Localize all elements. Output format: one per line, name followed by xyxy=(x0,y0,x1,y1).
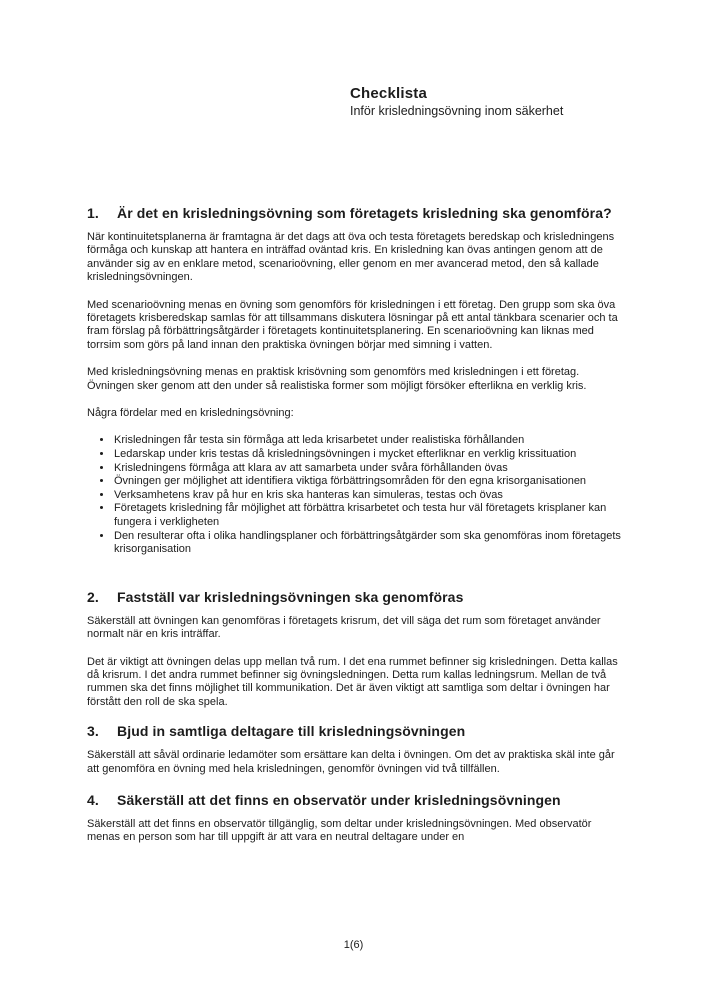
list-item: • Företagets krisledning får möjlighet att förbättra krisarbetet och testa hur väl företagets krisplaner kan fungera i verkligheten xyxy=(113,502,623,529)
paragraph: Med krisledningsövning menas en praktisk krisövning som genomförs med krisledningen i ett företag. Övningen sker genom att den under så realistiska former som möjligt försöker efterlikna en verklig kris. xyxy=(87,366,587,392)
document-body xyxy=(87,205,623,859)
paragraph: Det är viktigt att övningen delas upp mellan två rum. I det ena rummet befinner sig krisledningen. Detta kallas då krisrum. I det andra rummet befinner sig övningsledningen. Detta rum kallas ledningsrum. Mellan de två rummen ska det finns möjlighet till kommunikation. Det är även viktigt att samtliga som deltar i övningen har förstått den roll de ska spela. xyxy=(87,655,618,708)
paragraph: Säkerställ att det finns en observatör tillgänglig, som deltar under krisledningsövningen. Med observatör menas en person som har till uppgift är att vara en neutral deltagare under en xyxy=(87,818,592,844)
section-number: 2. xyxy=(87,588,99,605)
list-item: • Övningen ger möjlighet att identifiera viktiga förbättringsområden för den egna krisorganisationen xyxy=(113,475,623,489)
section-number: 1. xyxy=(87,205,99,221)
document-title: Checklista xyxy=(350,85,428,102)
advantages-list xyxy=(87,434,623,556)
section-number: 3. xyxy=(87,723,99,740)
section-number: 4. xyxy=(87,792,99,809)
section-3-heading xyxy=(87,723,623,740)
section-title: Bjud in samtliga deltagare till krisledningsövningen xyxy=(117,723,466,740)
list-item: • Krisledningens förmåga att klara av att samarbeta under svåra förhållanden övas xyxy=(113,462,623,476)
list-item: • Ledarskap under kris testas då krisledningsövningen i mycket efterliknar en verklig krissituation xyxy=(113,448,623,462)
section-2-heading xyxy=(87,589,623,606)
section-1 xyxy=(87,205,623,557)
page-number: 1(6) xyxy=(343,939,364,951)
list-item: • Verksamhetens krav på hur en kris ska hanteras kan simuleras, testas och övas xyxy=(113,489,623,503)
paragraph: Med scenarioövning menas en övning som genomförs för krisledningen i ett företag. Den grupp som ska öva företagets krisberedskap samlas för att tillsammans diskutera lösningar på ett antal tänkbara scenarier och ta fram förslag på förbättringsåtgärder i företagets kontinuitetsplanering. En scenarioövning kan liknas med torrsim som görs på land innan den praktiska övningen börjar med simning i vatten. xyxy=(87,298,618,351)
section-2 xyxy=(87,589,623,709)
paragraph: När kontinuitetsplanerna är framtagna är det dags att öva och testa företagets beredskap och krisledningens förmåga och kunskap att hantera en inträffad oväntad kris. En krisledning kan övas antingen genom att de använder sig av en enklare metod, scenarioövning, eller genom en mer avancerad metod, den så kallade krisledningsövningen. xyxy=(87,231,615,284)
paragraph: Säkerställ att övningen kan genomföras i företagets krisrum, det vill säga det rum som företaget använder normalt när en kris inträffar. xyxy=(87,614,601,641)
document-header xyxy=(350,84,563,119)
section-title: Är det en krisledningsövning som företagets krisledning ska genomföra? xyxy=(117,205,612,221)
section-title: Fastställ var krisledningsövningen ska genomföras xyxy=(117,588,464,605)
section-3 xyxy=(87,723,623,776)
list-item: • Den resulterar ofta i olika handlingsplaner och förbättringsåtgärder som ska genomföras inom företagets krisorganisation xyxy=(113,530,623,557)
section-title: Säkerställ att det finns en observatör under krisledningsövningen xyxy=(117,792,561,809)
section-1-heading xyxy=(87,205,623,222)
section-4 xyxy=(87,792,623,845)
list-item: • Krisledningen får testa sin förmåga att leda krisarbetet under realistiska förhållanden xyxy=(113,434,623,448)
list-intro: Några fördelar med en krisledningsövning: xyxy=(87,407,294,420)
document-subtitle: Inför krisledningsövning inom säkerhet xyxy=(350,104,564,118)
section-4-heading xyxy=(87,792,623,809)
paragraph: Säkerställ att såväl ordinarie ledamöter som ersättare kan delta i övningen. Om det av praktiska skäl inte går att genomföra en övning med hela krisledningen, genomför övningen vid två tillfällen. xyxy=(87,749,615,775)
